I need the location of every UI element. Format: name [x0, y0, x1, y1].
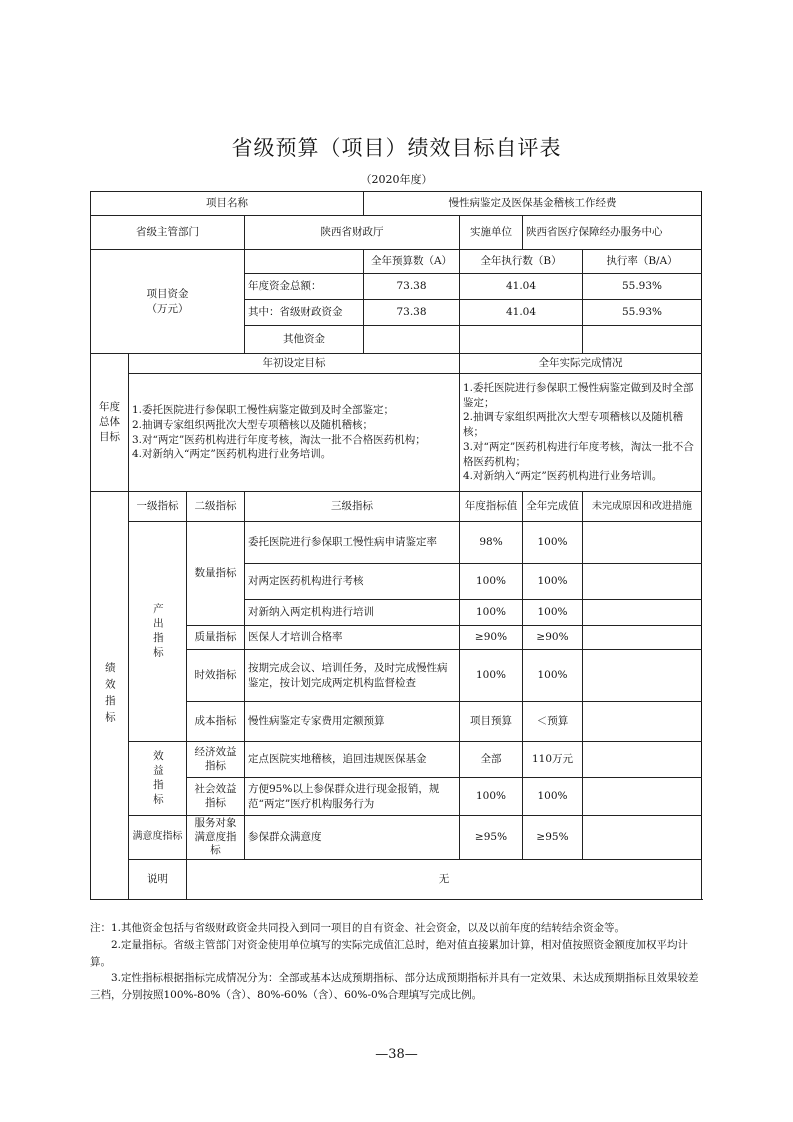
indicator-name: 委托医院进行参保职工慢性病申请鉴定率 [245, 522, 460, 564]
funds-row-a: 73.38 [364, 300, 460, 326]
indicator-reason [583, 816, 702, 860]
goals-label: 年度总体目标 [91, 354, 129, 492]
footnotes [90, 920, 702, 1004]
indicator-target: 100% [460, 564, 523, 600]
goal-line: 4.对新纳入“两定”医药机构进行业务培训。 [132, 448, 332, 461]
indicator-header-actual: 全年完成值 [523, 492, 583, 522]
indicator-target: 98% [460, 522, 523, 564]
indicator-reason [583, 626, 702, 650]
dept-label: 省级主管部门 [91, 216, 245, 250]
funds-header-rate: 执行率（B/A） [583, 250, 702, 274]
indicator-actual: 100% [523, 522, 583, 564]
quantity-indicator-label: 数量指标 [187, 522, 245, 626]
goal-line: 3.对“两定”医药机构进行年度考核，淘汰一批不合格医药机构； [463, 440, 694, 468]
funds-row-rate [583, 326, 702, 354]
indicator-target: 100% [460, 600, 523, 626]
footnote: 2.定量指标。省级主管部门对资金使用单位填写的实际完成值汇总时，绝对值直接累加计算，相对值按照资金额度加权平均计算。 [90, 938, 689, 968]
page-number: —38— [375, 1047, 418, 1062]
indicator-name: 参保群众满意度 [245, 816, 460, 860]
indicator-target: 100% [460, 778, 523, 816]
indicator-name: 慢性病鉴定专家费用定额预算 [245, 702, 460, 742]
indicator-name: 定点医院实地稽核，追回违规医保基金 [245, 742, 460, 778]
indicator-name: 按期完成会议、培训任务，及时完成慢性病鉴定，按计划完成两定机构监督检查 [245, 650, 460, 702]
social-indicator-label: 社会效益指标 [187, 778, 245, 816]
timeliness-indicator-label: 时效指标 [187, 650, 245, 702]
indicator-name: 方便95%以上参保群众进行现金报销，规范“两定”医疗机构服务行为 [245, 778, 460, 816]
indicator-reason [583, 600, 702, 626]
indicator-header-reason: 未完成原因和改进措施 [583, 492, 702, 522]
project-name-value: 慢性病鉴定及医保基金稽核工作经费 [364, 192, 702, 216]
evaluation-table [90, 191, 702, 900]
goal-line: 2.抽调专家组织两批次大型专项稽核以及随机稽核； [132, 418, 374, 431]
indicator-reason [583, 650, 702, 702]
funds-row-a: 73.38 [364, 274, 460, 300]
funds-row-rate: 55.93% [583, 274, 702, 300]
funds-row-label: 其中：省级财政资金 [245, 300, 364, 326]
goals-done-text [460, 374, 702, 492]
indicator-header-level2: 二级指标 [187, 492, 245, 522]
goal-line: 2.抽调专家组织两批次大型专项稽核以及随机稽核； [463, 411, 684, 439]
indicator-header-level3: 三级指标 [245, 492, 460, 522]
funds-header-a: 全年预算数（A） [364, 250, 460, 274]
indicator-actual: ＜预算 [523, 702, 583, 742]
goal-line: 4.对新纳入“两定”医药机构进行业务培训。 [463, 470, 663, 483]
indicator-reason [583, 742, 702, 778]
goal-line: 1.委托医院进行参保职工慢性病鉴定做到及时全部鉴定； [463, 382, 694, 409]
funds-row-b: 41.04 [460, 300, 583, 326]
indicator-actual: 100% [523, 564, 583, 600]
indicator-target: ≥95% [460, 816, 523, 860]
funds-label: 项目资金 [146, 287, 189, 300]
economic-indicator-label: 经济效益指标 [187, 742, 245, 778]
indicator-header-level1: 一级指标 [129, 492, 187, 522]
indicator-actual: ≥90% [523, 626, 583, 650]
remarks-label: 说明 [129, 859, 187, 899]
quality-indicator-label: 质量指标 [187, 626, 245, 650]
indicator-reason [583, 778, 702, 816]
page-title: 省级预算（项目）绩效目标自评表 [231, 136, 562, 160]
indicator-target: 100% [460, 650, 523, 702]
funds-header-b: 全年执行数（B） [460, 250, 583, 274]
cost-indicator-label: 成本指标 [187, 702, 245, 742]
goals-set-text [129, 374, 460, 492]
indicator-actual: 100% [523, 778, 583, 816]
footnote: 注：1.其他资金包括与省级财政资金共同投入到同一项目的自有资金、社会资金，以及以前年度的结转结余资金等。 [90, 922, 626, 934]
remarks-value: 无 [187, 859, 702, 899]
indicator-reason [583, 702, 702, 742]
output-indicator-label: 产出指标 [129, 522, 187, 742]
indicator-actual: 100% [523, 650, 583, 702]
funds-row-a [364, 326, 460, 354]
indicator-name: 医保人才培训合格率 [245, 626, 460, 650]
indicator-actual: 100% [523, 600, 583, 626]
funds-row-label: 其他资金 [245, 326, 364, 354]
funds-row-b [460, 326, 583, 354]
footnote: 3.定性指标根据指标完成情况分为：全部或基本达成预期指标、部分达成预期指标并具有一定效果、未达成预期指标且效果较差三档，分别按照100%-80%（含）、80%-60%（含）、60%-0%合理填写完成比例。 [90, 972, 699, 1002]
funds-row-rate: 55.93% [583, 300, 702, 326]
indicator-header-target: 年度指标值 [460, 492, 523, 522]
fiscal-year: （2020年度） [360, 173, 433, 186]
funds-label-cell [91, 250, 245, 354]
goal-line: 3.对“两定”医药机构进行年度考核，淘汰一批不合格医药机构； [132, 433, 426, 446]
benefit-indicator-label: 效益指标 [129, 742, 187, 816]
funds-unit: （万元） [146, 302, 189, 315]
goal-line: 1.委托医院进行参保职工慢性病鉴定做到及时全部鉴定； [132, 404, 395, 417]
funds-row-b: 41.04 [460, 274, 583, 300]
unit-value: 陕西省医疗保障经办服务中心 [523, 216, 702, 250]
project-name-label: 项目名称 [91, 192, 364, 216]
goals-done-header: 全年实际完成情况 [460, 354, 702, 374]
indicator-target: 项目预算 [460, 702, 523, 742]
satisfaction-indicator-label: 满意度指标 [129, 816, 187, 860]
indicator-actual: ≥95% [523, 816, 583, 860]
unit-label: 实施单位 [460, 216, 523, 250]
indicator-reason [583, 564, 702, 600]
indicator-target: ≥90% [460, 626, 523, 650]
indicators-section-label: 绩效指标 [91, 492, 129, 900]
indicator-reason [583, 522, 702, 564]
funds-row-label: 年度资金总额： [245, 274, 364, 300]
indicator-name: 对两定医药机构进行考核 [245, 564, 460, 600]
service-indicator-label: 服务对象满意度指标 [187, 816, 245, 860]
indicator-target: 全部 [460, 742, 523, 778]
funds-header-blank [245, 250, 364, 274]
dept-value: 陕西省财政厅 [245, 216, 460, 250]
indicator-actual: 110万元 [523, 742, 583, 778]
goals-set-header: 年初设定目标 [129, 354, 460, 374]
indicator-name: 对新纳入两定机构进行培训 [245, 600, 460, 626]
